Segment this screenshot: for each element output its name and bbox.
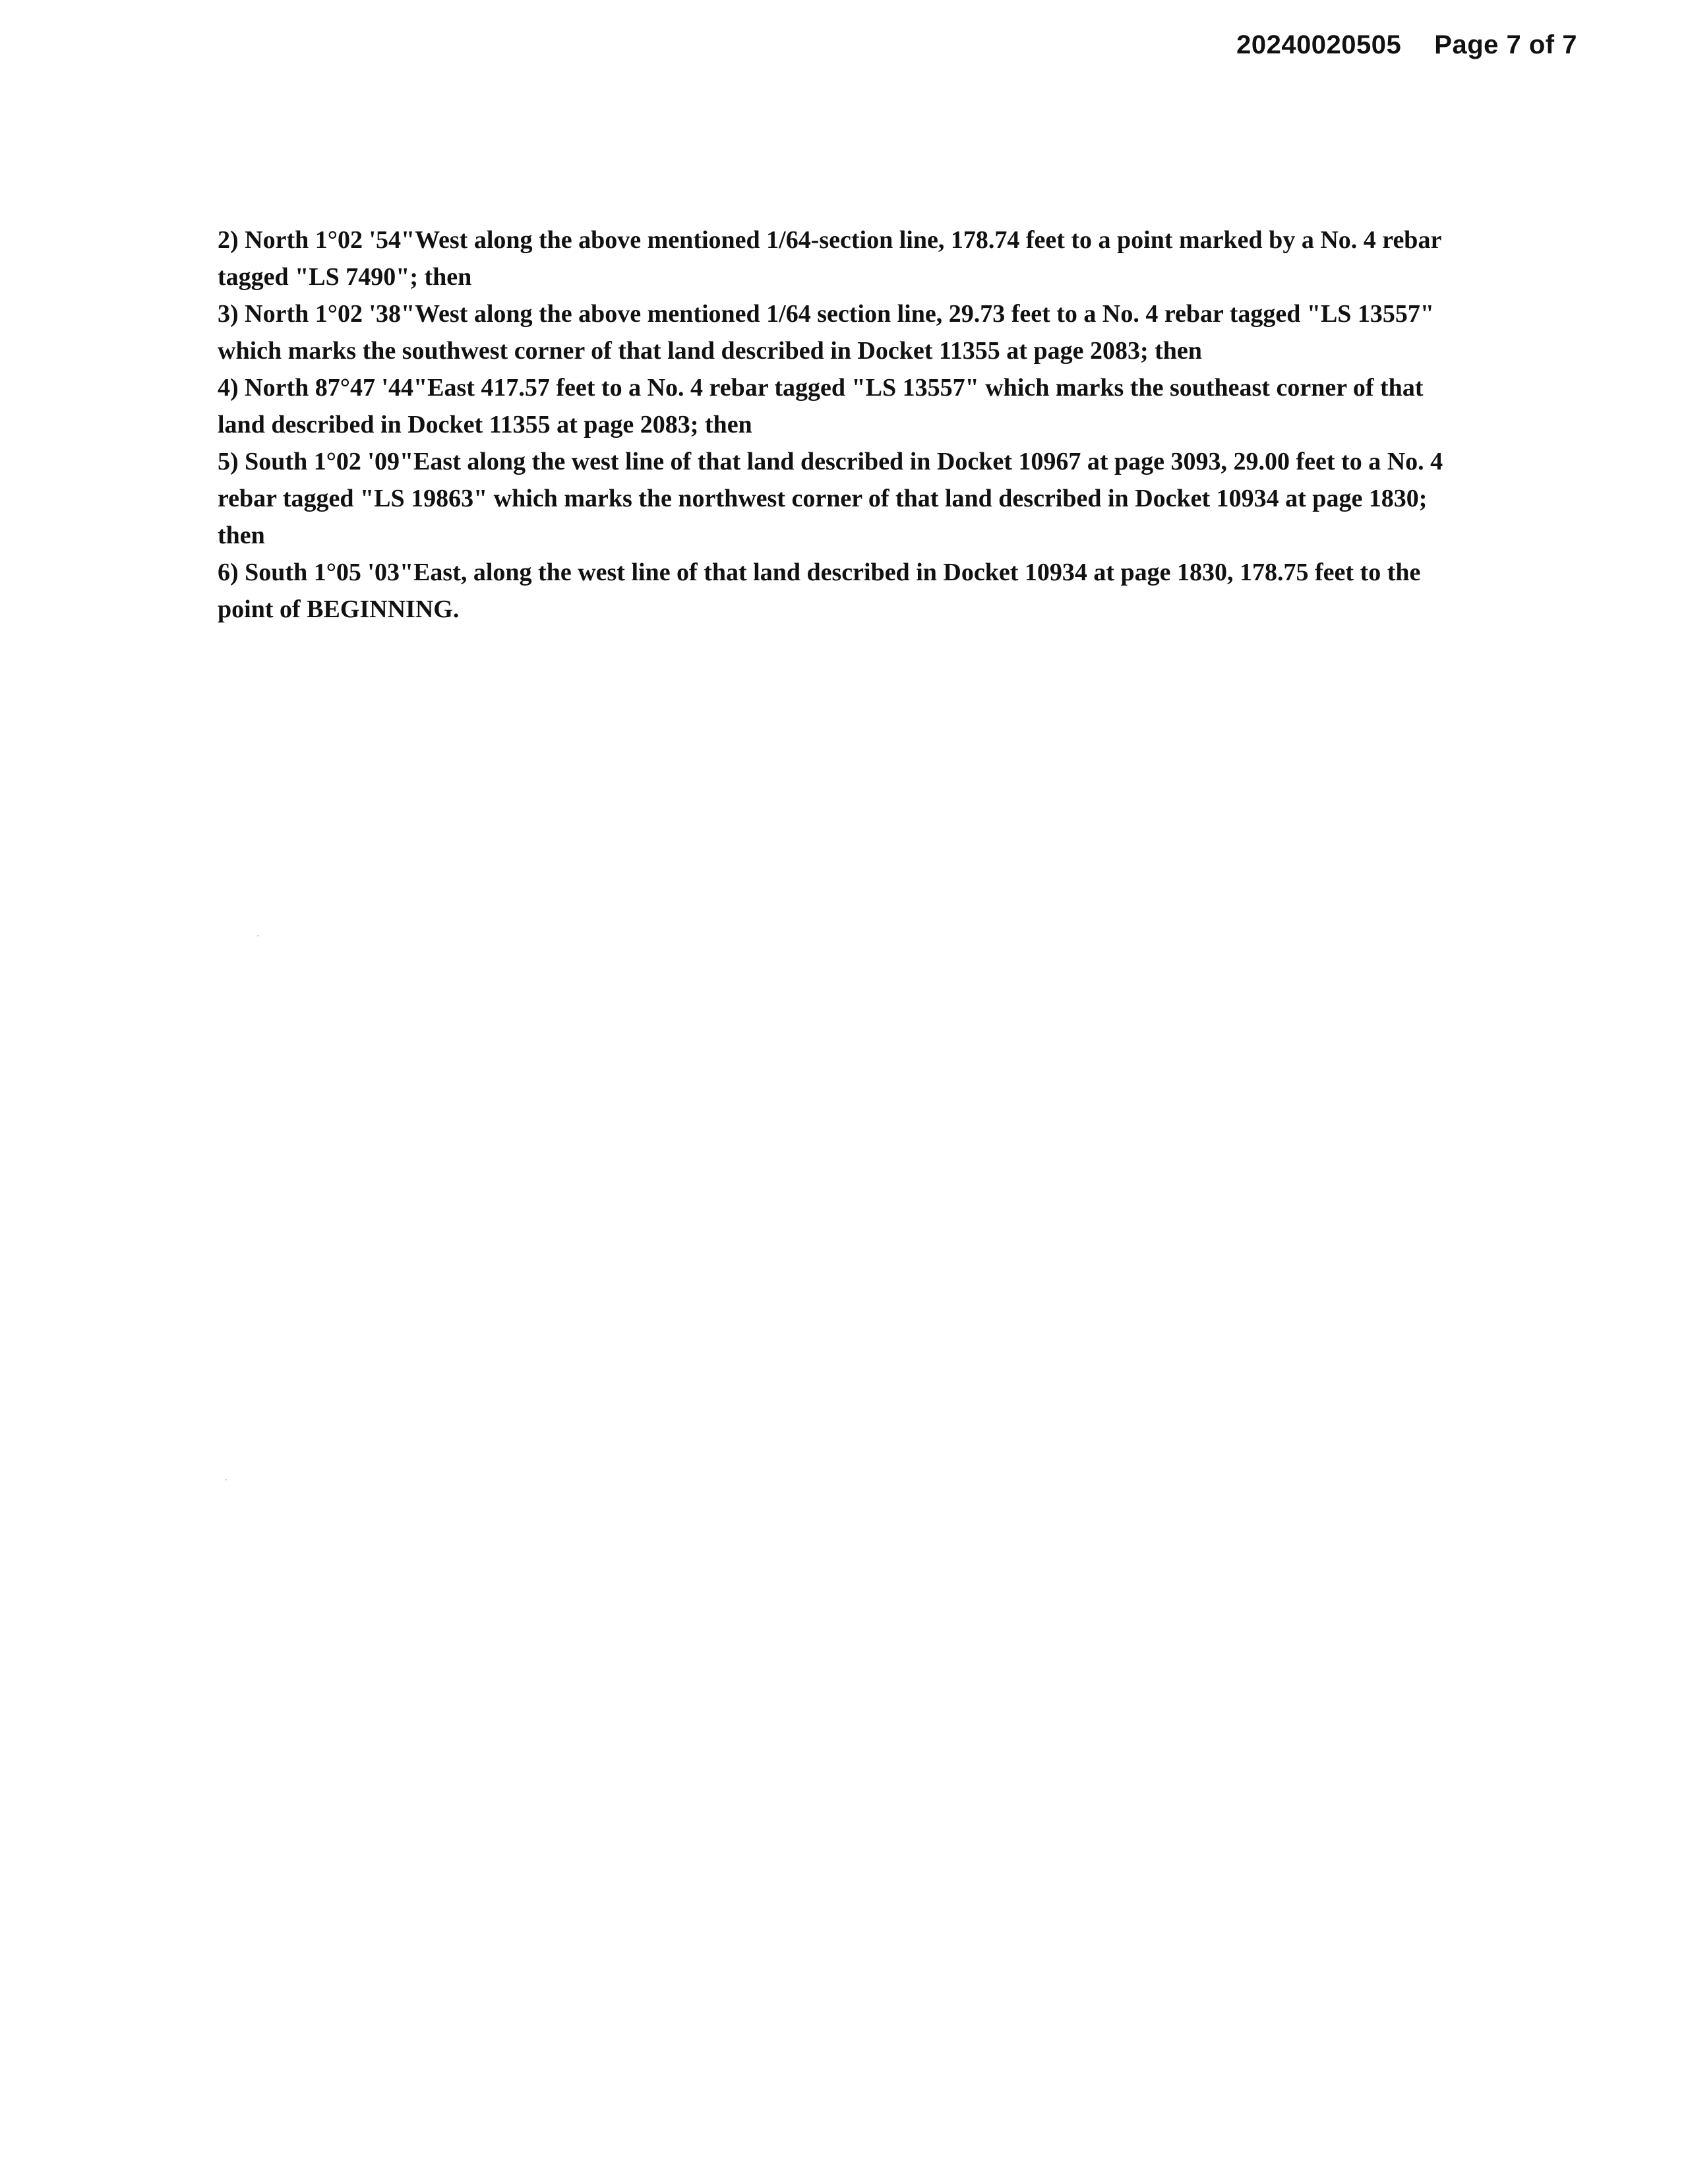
document-number: 20240020505 (1236, 30, 1402, 59)
scan-speck (257, 935, 258, 936)
page-header (1236, 30, 1577, 60)
legal-description (218, 222, 1451, 628)
course-3-paragraph: 3) North 1°02 '38"West along the above mentioned 1/64 section line, 29.73 feet to a No. 4 rebar tagged "LS 13557" which marks the southwest corner of that land described in Docket 11355 at page 2083; then (218, 300, 1435, 365)
course-5-paragraph: 5) South 1°02 '09"East along the west line of that land described in Docket 10967 at page 3093, 29.00 feet to a No. 4 rebar tagged "LS 19863" which marks the northwest corner of that land described in Docket 10934 at page 1830; then (218, 448, 1443, 549)
course-2-paragraph: 2) North 1°02 '54"West along the above mentioned 1/64-section line, 178.74 feet to a point marked by a No. 4 rebar tagged "LS 7490"; then (218, 226, 1441, 291)
course-4-paragraph: 4) North 87°47 '44"East 417.57 feet to a No. 4 rebar tagged "LS 13557" which marks the southeast corner of that land described in Docket 11355 at page 2083; then (218, 374, 1424, 439)
page-number: Page 7 of 7 (1434, 30, 1577, 59)
scan-speck (226, 1479, 227, 1480)
course-6-paragraph: 6) South 1°05 '03"East, along the west line of that land described in Docket 10934 at page 1830, 178.75 feet to the point of BEGINNING. (218, 559, 1421, 623)
